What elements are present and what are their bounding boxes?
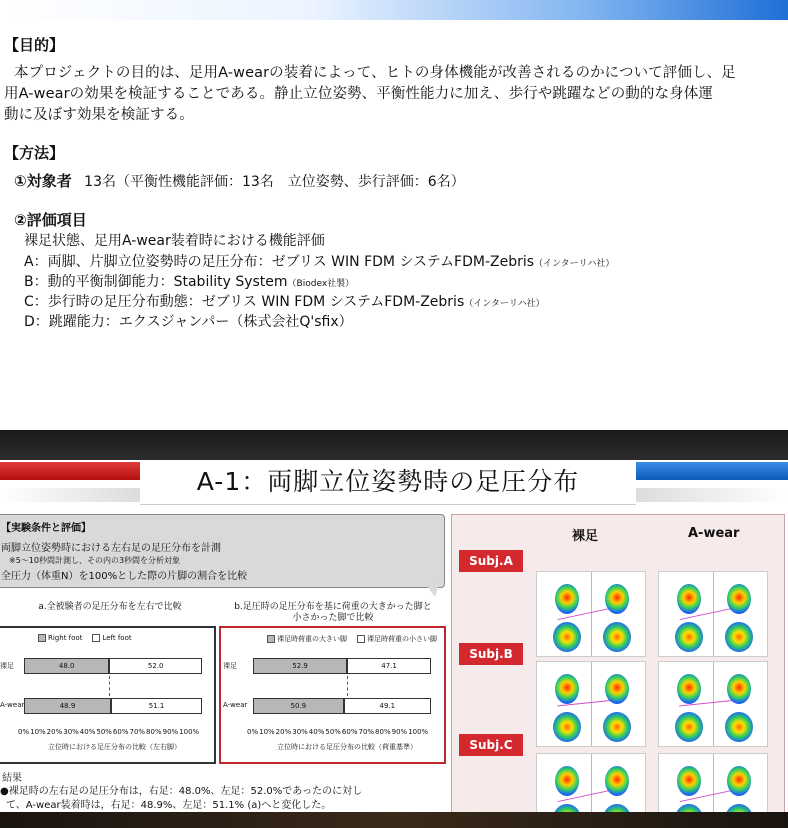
results-line-1: ●裸足時の左右足の足圧分布は，右足：48.0%、左足：52.0%であったのに対し [0,786,363,797]
item-c [24,291,545,311]
bar-segment: 51.1 [111,698,202,714]
bar-segment: 52.9 [253,658,347,674]
header-gradient-bar [0,0,788,20]
chart-b-title-line-2: 小さかった脚で比較 [292,613,374,623]
x-tick-label: 0% [247,728,259,736]
category-label: A-wear [223,701,248,709]
x-tick-label: 50% [96,728,112,736]
pressure-blob-heel [675,622,703,652]
pressure-blob-heel [725,622,753,652]
bar-segment: 47.1 [347,658,431,674]
item-c-note: （インターリハ社） [464,299,545,309]
x-tick-label: 90% [162,728,179,736]
title-blue-bar [636,462,788,480]
title-gray-bar-left [0,488,140,502]
pressure-blob-heel [675,804,703,812]
conditions-heading: 【実験条件と評価】 [1,523,91,534]
x-tick-label: 70% [358,728,375,736]
subject-c-label: Subj.C [459,734,523,756]
row-divider [109,676,110,696]
x-axis-label: 立位時における足圧分布の比較（荷重基準） [277,743,417,751]
pressure-map-panel [451,514,785,812]
x-tick-row [247,728,429,736]
bottom-dark-strip [0,812,788,828]
chart-b-title-line-1: b.足圧時の足圧分布を基に荷重の大きかった脚と [234,602,432,612]
purpose-line-1: 本プロジェクトの目的は、足用A-wearの装着によって、ヒトの身体機能が改善されるのかについて評価し、足 [14,65,736,81]
pressure-blob-forefoot [605,674,629,704]
x-axis-label: 立位時における足圧分布の比較（左右脚） [48,743,181,751]
item-d-text: D：跳躍能力：エクスジャンパー（株式会社Q'sfix） [24,314,353,330]
pressure-blob-forefoot [677,674,701,704]
pressure-blob-forefoot [605,584,629,614]
item-b-note: （Biodex社製） [287,279,355,289]
purpose-line-3: 動に及ぼす効果を検証する。 [4,107,194,123]
method-heading: 【方法】 [4,144,65,162]
x-tick-label: 60% [112,728,129,736]
pressure-blob-heel [553,622,581,652]
conditions-line-1: 両脚立位姿勢時における左右足の足圧分布を計測 [1,543,221,554]
pressure-blob-heel [725,712,753,742]
legend-label: 裸足時荷重の小さい脚 [367,635,437,643]
bar-segment: 49.1 [344,698,431,714]
x-tick-label: 20% [275,728,292,736]
item-b [24,271,354,291]
slide-title: A-1：両脚立位姿勢時の足圧分布 [196,467,580,496]
x-tick-label: 80% [146,728,162,736]
legend-item [357,635,437,643]
category-label: A-wear [0,701,25,709]
x-tick-label: 10% [259,728,275,736]
x-tick-label: 90% [391,728,408,736]
legend-swatch [267,635,275,643]
pressure-blob-heel [553,804,581,812]
item-b-text: B：動的平衡制御能力：Stability System [24,274,288,290]
bar-segment: 48.0 [24,658,109,674]
item-c-text: C：歩行時の足圧分布動態：ゼブリス WIN FDM システムFDM-Zebris [24,294,465,310]
results-slide [0,460,788,812]
legend-item [92,634,131,642]
subject-a-label: Subj.A [459,550,523,572]
conditions-line-3: 全圧力（体重N）を100%とした際の片脚の割合を比較 [1,571,248,582]
col-head-awear: A-wear [688,526,740,541]
chart-a [0,626,216,764]
foot-pressure-map [658,571,768,657]
slide-title-box [140,460,636,505]
x-tick-label: 40% [308,728,325,736]
pressure-blob-forefoot [727,766,751,796]
pressure-blob-forefoot [555,584,579,614]
subjects-row [14,170,465,191]
map-center-line [713,662,714,746]
bar-segment: 52.0 [109,658,202,674]
pressure-blob-forefoot [677,766,701,796]
legend-label: Left foot [102,634,132,642]
bar-segment: 48.9 [24,698,111,714]
legend-swatch [38,634,46,642]
title-red-bar [0,462,140,480]
slide-separator [0,430,788,460]
item-a-text: A：両脚、片脚立位姿勢時の足圧分布：ゼブリス WIN FDM システムFDM-Zebris [24,254,535,270]
map-center-line [591,662,592,746]
pressure-blob-heel [553,712,581,742]
item-d [24,311,353,331]
title-gray-bar-right [636,488,788,502]
chart-b [219,626,446,764]
x-tick-label: 70% [129,728,146,736]
bar-segment: 50.9 [253,698,344,714]
x-tick-label: 60% [341,728,358,736]
legend-item [267,635,347,643]
foot-pressure-map [658,661,768,747]
legend-swatch [92,634,100,642]
x-tick-label: 100% [179,728,200,736]
purpose-line-2: 用A-wearの効果を検証することである。静止立位姿勢、平衡性能力に加え、歩行や跳躍などの動的な身体運 [4,86,713,102]
map-center-line [591,572,592,656]
item-a-note: （インターリハ社） [534,259,615,269]
x-tick-label: 30% [63,728,79,736]
results-heading: 結果 [2,773,22,784]
map-center-line [713,572,714,656]
items-label: ②評価項目 [14,211,87,229]
map-center-line [591,754,592,812]
pressure-blob-forefoot [677,584,701,614]
x-tick-label: 0% [18,728,30,736]
x-tick-label: 50% [325,728,341,736]
chart-b-title [222,602,444,624]
foot-pressure-map [536,571,646,657]
pressure-blob-heel [725,804,753,812]
pressure-blob-heel [675,712,703,742]
subject-b-label: Subj.B [459,643,523,665]
pressure-blob-forefoot [555,674,579,704]
pressure-blob-heel [603,804,631,812]
x-tick-label: 100% [408,728,429,736]
col-head-barefoot: 裸足 [572,529,599,544]
chart-legend [38,634,142,642]
foot-pressure-map [658,753,768,812]
pressure-blob-heel [603,712,631,742]
conditions-line-2: ※5〜10秒間計測し、その内の3秒間を分析対象 [9,556,181,565]
x-tick-row [18,728,200,736]
conditions-callout [0,514,445,588]
pressure-blob-forefoot [555,766,579,796]
x-tick-label: 10% [30,728,46,736]
pressure-blob-heel [603,622,631,652]
legend-label: 裸足時荷重の大きい脚 [277,635,347,643]
legend-item [38,634,82,642]
results-line-2: て、A-wear装着時は，右足：48.9%、左足：51.1% (a)へと変化した。 [6,800,332,811]
subjects-text: 13名（平衡性機能評価：13名 立位姿勢、歩行評価：6名） [84,174,465,190]
purpose-heading: 【目的】 [4,36,65,54]
foot-pressure-map [536,661,646,747]
category-label: 裸足 [223,662,237,670]
map-center-line [713,754,714,812]
subjects-label: ①対象者 [14,172,72,190]
row-divider [347,676,348,696]
category-label: 裸足 [0,662,14,670]
x-tick-label: 20% [46,728,63,736]
pressure-blob-forefoot [727,584,751,614]
pressure-blob-forefoot [727,674,751,704]
x-tick-label: 80% [375,728,391,736]
foot-pressure-map [536,753,646,812]
legend-swatch [357,635,365,643]
pressure-blob-forefoot [605,766,629,796]
item-a [24,251,614,271]
callout-tail [425,583,439,597]
chart-legend [267,634,447,644]
legend-label: Right foot [48,634,83,642]
chart-a-title: a.全被験者の足圧分布を左右で比較 [38,602,182,612]
x-tick-label: 40% [79,728,96,736]
x-tick-label: 30% [292,728,308,736]
items-intro: 裸足状態、足用A-wear装着時における機能評価 [24,233,325,249]
